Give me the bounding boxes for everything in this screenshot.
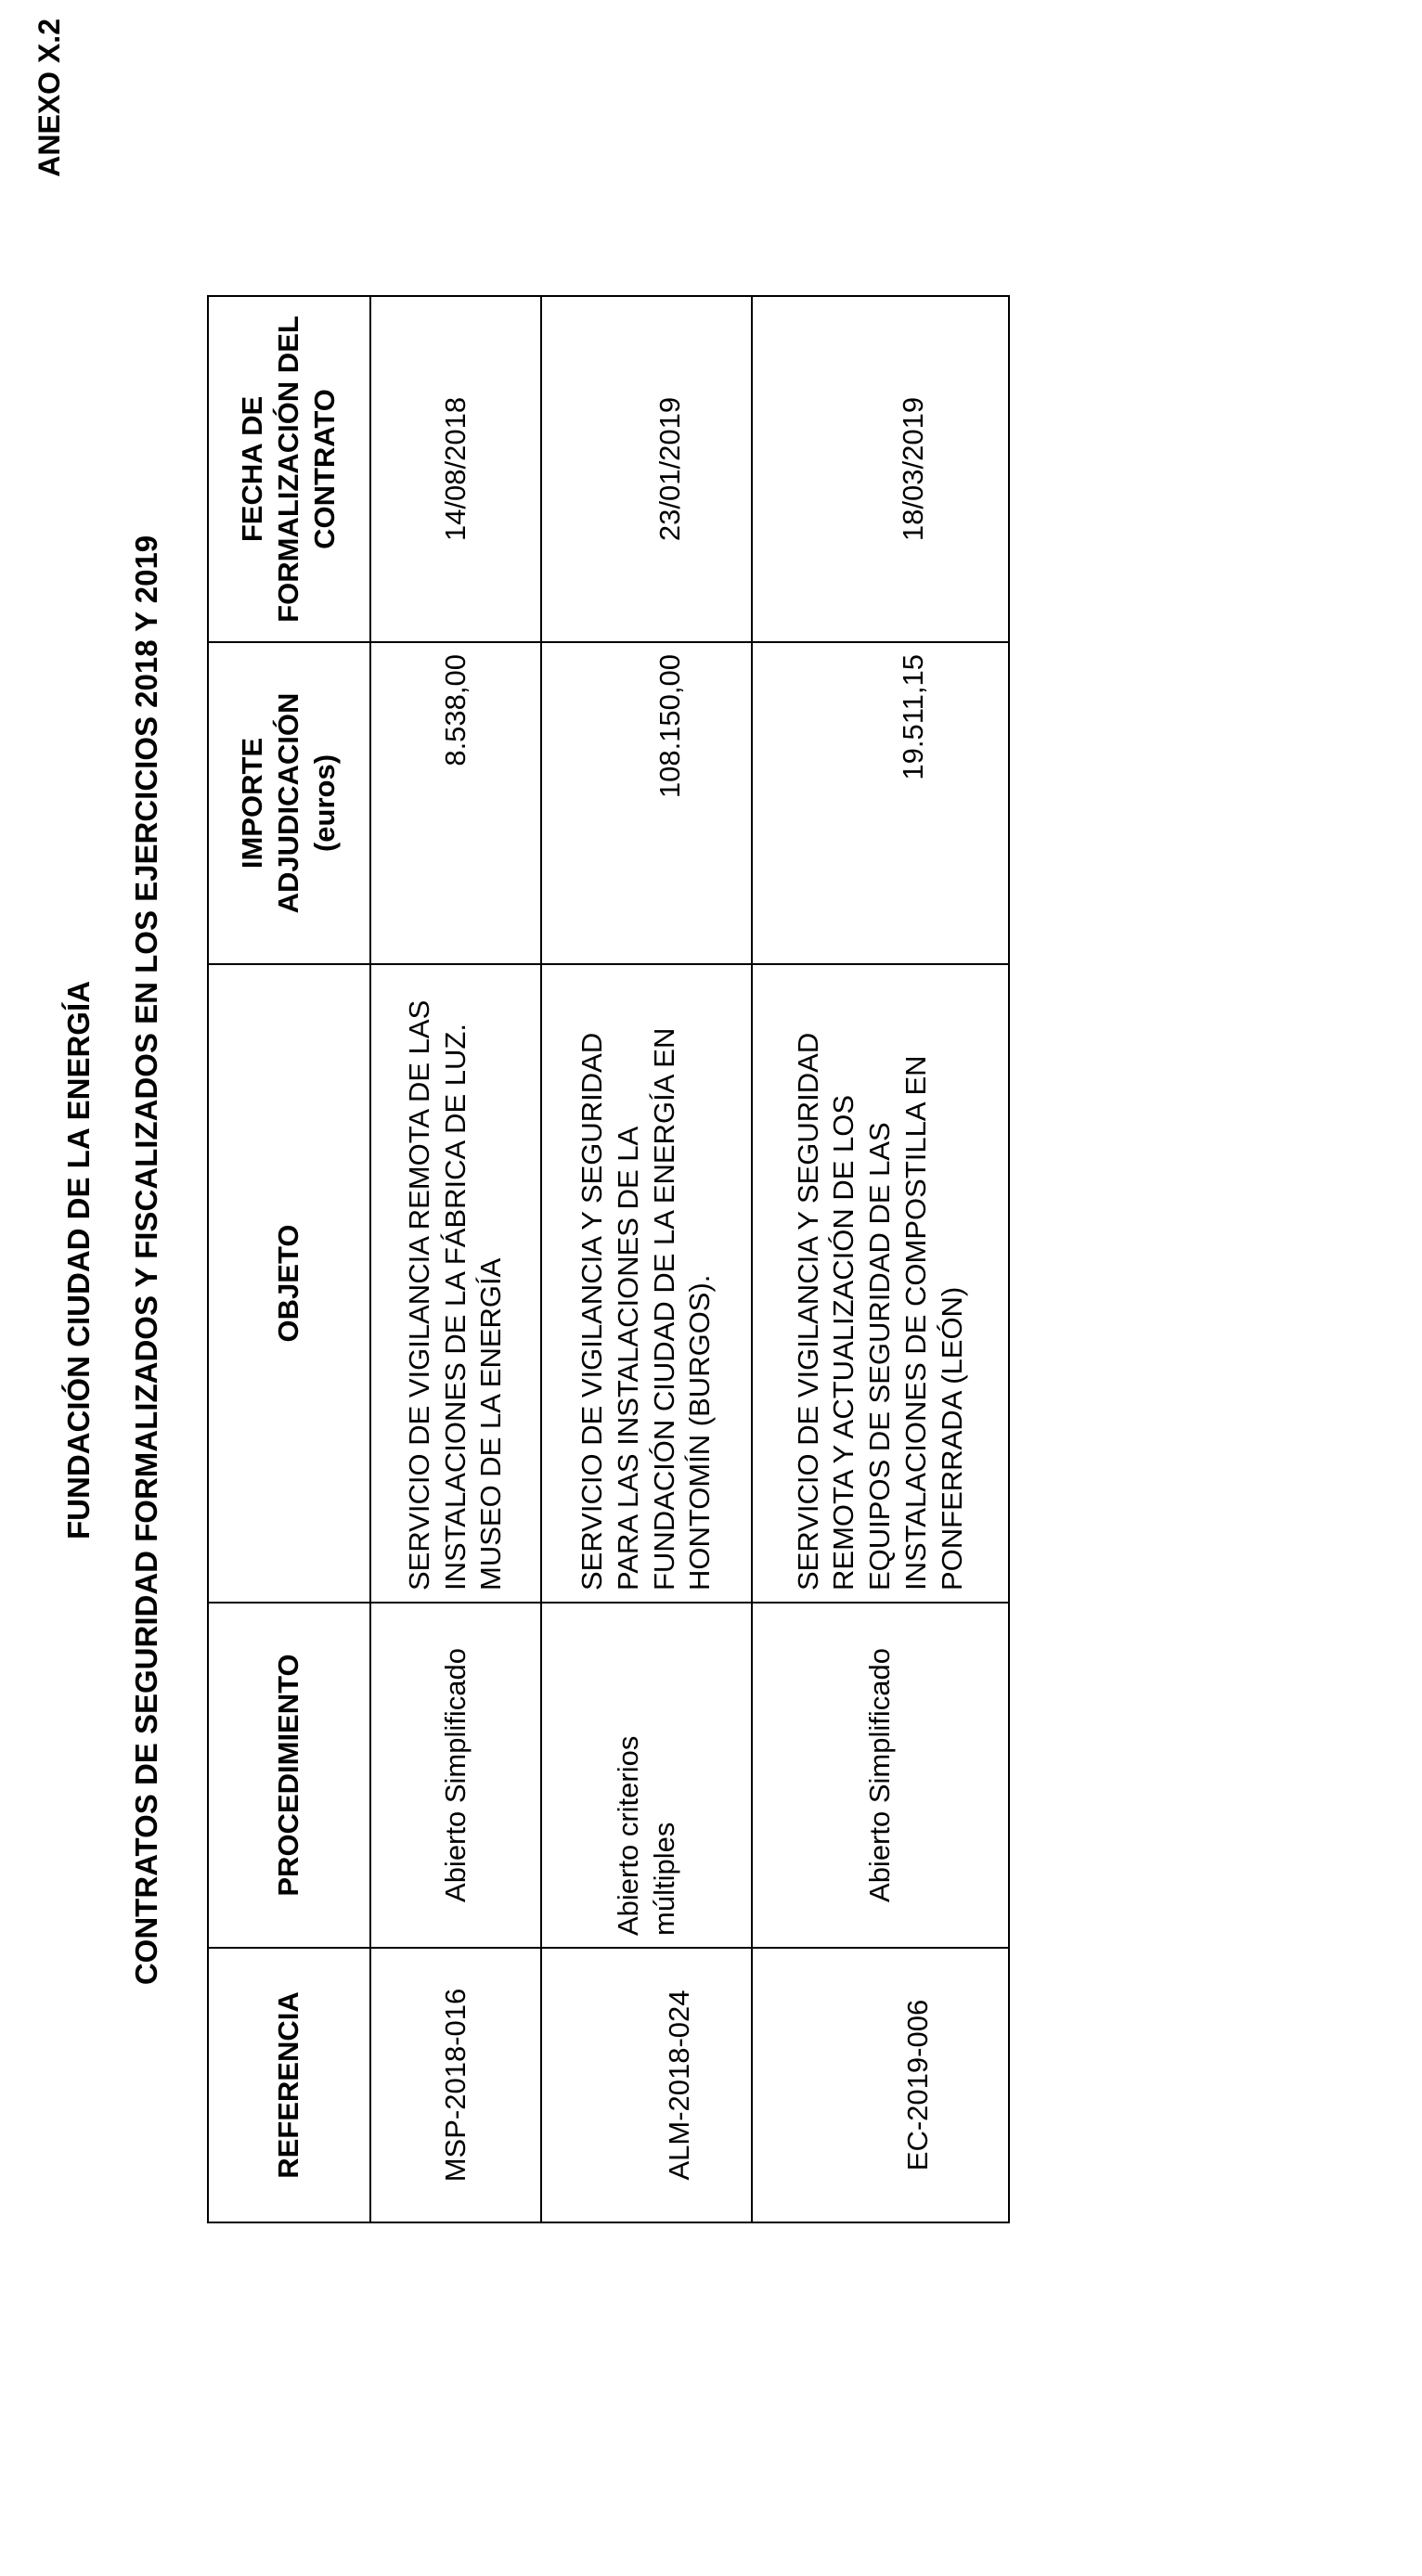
table-row xyxy=(752,296,1009,2222)
cell-importe: 19.511,15 xyxy=(752,642,1009,964)
table-header-row xyxy=(208,296,370,2222)
cell-objeto: SERVICIO DE VIGILANCIA REMOTA DE LAS INSTALACIONES DE LA FÁBRICA DE LUZ. MUSEO DE LA ENERGÍA xyxy=(370,964,541,1603)
cell-objeto: SERVICIO DE VIGILANCIA Y SEGURIDAD PARA LAS INSTALACIONES DE LA FUNDACIÓN CIUDAD DE LA ENERGÍA EN HONTOMÍN (BURGOS). xyxy=(541,964,752,1603)
cell-referencia: ALM-2018-024 xyxy=(541,1948,752,2222)
cell-fecha: 23/01/2019 xyxy=(541,296,752,642)
table-row xyxy=(541,296,752,2222)
contracts-table xyxy=(207,295,1010,2223)
cell-fecha: 14/08/2018 xyxy=(370,296,541,642)
header-procedimiento: PROCEDIMIENTO xyxy=(208,1603,370,1948)
cell-importe: 8.538,00 xyxy=(370,642,541,964)
cell-referencia: EC-2019-006 xyxy=(752,1948,1009,2222)
cell-fecha: 18/03/2019 xyxy=(752,296,1009,642)
cell-objeto: SERVICIO DE VIGILANCIA Y SEGURIDAD REMOTA Y ACTUALIZACIÓN DE LOS EQUIPOS DE SEGURIDAD DE LAS INSTALACIONES DE COMPOSTILLA EN PONFERRADA (LEÓN) xyxy=(752,964,1009,1603)
cell-procedimiento: Abierto Simplificado xyxy=(370,1603,541,1948)
annex-label: ANEXO X.2 xyxy=(32,19,66,177)
document-title: FUNDACIÓN CIUDAD DE LA ENERGÍA xyxy=(61,981,96,1539)
cell-procedimiento: Abierto Simplificado xyxy=(752,1603,1009,1948)
header-importe: IMPORTE ADJUDICACIÓN (euros) xyxy=(208,642,370,964)
header-objeto: OBJETO xyxy=(208,964,370,1603)
table-row xyxy=(370,296,541,2222)
cell-procedimiento: Abierto criterios múltiples xyxy=(541,1603,752,1948)
document-subtitle: CONTRATOS DE SEGURIDAD FORMALIZADOS Y FISCALIZADOS EN LOS EJERCICIOS 2018 Y 2019 xyxy=(129,535,163,1986)
cell-referencia: MSP-2018-016 xyxy=(370,1948,541,2222)
header-referencia: REFERENCIA xyxy=(208,1948,370,2222)
cell-importe: 108.150,00 xyxy=(541,642,752,964)
header-fecha: FECHA DE FORMALIZACIÓN DEL CONTRATO xyxy=(208,296,370,642)
